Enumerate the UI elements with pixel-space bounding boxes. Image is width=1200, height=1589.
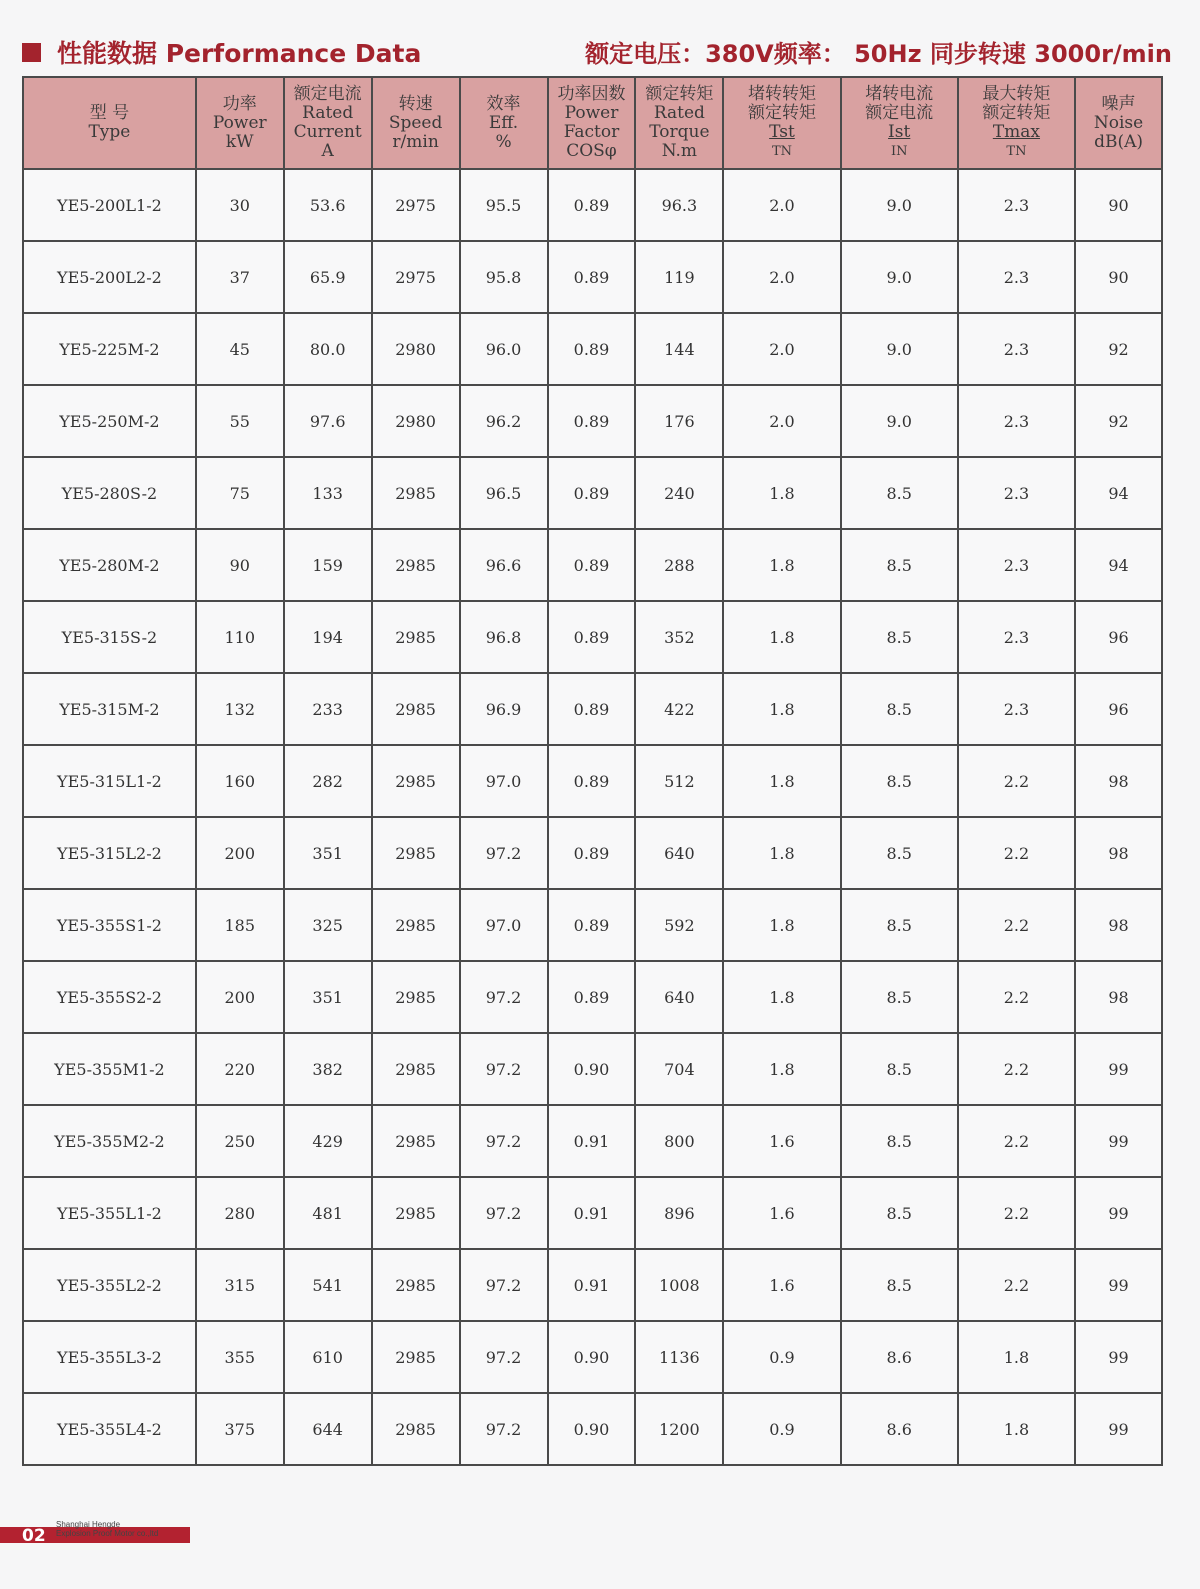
table-cell: 1.6 bbox=[723, 1105, 840, 1177]
table-cell: 2.2 bbox=[958, 817, 1075, 889]
page-number: 02 bbox=[22, 1526, 46, 1546]
table-cell: 0.89 bbox=[548, 889, 636, 961]
table-cell: 2985 bbox=[372, 817, 460, 889]
table-cell: 0.89 bbox=[548, 529, 636, 601]
table-cell: 94 bbox=[1075, 457, 1162, 529]
table-cell: 2.3 bbox=[958, 385, 1075, 457]
table-cell: 2.2 bbox=[958, 1249, 1075, 1321]
column-header bbox=[723, 77, 840, 169]
table-row bbox=[23, 385, 1162, 457]
table-cell: 8.5 bbox=[841, 1033, 958, 1105]
table-cell: 2.2 bbox=[958, 1105, 1075, 1177]
table-cell: 0.90 bbox=[548, 1393, 636, 1465]
column-header bbox=[635, 77, 723, 169]
column-header-line: Power bbox=[212, 112, 267, 133]
table-cell: 99 bbox=[1075, 1249, 1162, 1321]
table-cell: 98 bbox=[1075, 817, 1162, 889]
table-cell: 2.0 bbox=[723, 169, 840, 241]
model-type-cell: YE5-355M1-2 bbox=[23, 1033, 196, 1105]
table-cell: 30 bbox=[196, 169, 284, 241]
table-cell: 97.2 bbox=[460, 1249, 548, 1321]
table-cell: 98 bbox=[1075, 889, 1162, 961]
column-header-line: A bbox=[321, 141, 334, 161]
table-cell: 97.2 bbox=[460, 817, 548, 889]
table-cell: 144 bbox=[635, 313, 723, 385]
table-cell: 2985 bbox=[372, 601, 460, 673]
table-cell: 2.0 bbox=[723, 241, 840, 313]
table-cell: 98 bbox=[1075, 961, 1162, 1033]
table-cell: 133 bbox=[284, 457, 372, 529]
table-cell: 0.90 bbox=[548, 1033, 636, 1105]
table-cell: 90 bbox=[1075, 169, 1162, 241]
table-cell: 2985 bbox=[372, 889, 460, 961]
model-type-cell: YE5-355M2-2 bbox=[23, 1105, 196, 1177]
table-cell: 0.91 bbox=[548, 1105, 636, 1177]
table-cell: 592 bbox=[635, 889, 723, 961]
table-cell: 96.3 bbox=[635, 169, 723, 241]
table-cell: 0.89 bbox=[548, 673, 636, 745]
table-cell: 97.6 bbox=[284, 385, 372, 457]
table-cell: 80.0 bbox=[284, 313, 372, 385]
column-header-line: 转速 bbox=[398, 93, 433, 114]
column-header-line: 额定转矩 bbox=[982, 103, 1051, 123]
table-cell: 280 bbox=[196, 1177, 284, 1249]
table-cell: 800 bbox=[635, 1105, 723, 1177]
table-cell: 352 bbox=[635, 601, 723, 673]
table-cell: 2985 bbox=[372, 1321, 460, 1393]
table-cell: 233 bbox=[284, 673, 372, 745]
table-cell: 97.2 bbox=[460, 961, 548, 1033]
table-cell: 98 bbox=[1075, 745, 1162, 817]
table-cell: 8.5 bbox=[841, 745, 958, 817]
model-type-cell: YE5-225M-2 bbox=[23, 313, 196, 385]
model-type-cell: YE5-315L2-2 bbox=[23, 817, 196, 889]
table-cell: 194 bbox=[284, 601, 372, 673]
table-cell: 8.5 bbox=[841, 817, 958, 889]
column-header-line: 堵转转矩 bbox=[747, 84, 816, 104]
column-header-line: Ist bbox=[888, 122, 911, 142]
table-cell: 1.8 bbox=[723, 457, 840, 529]
table-cell: 119 bbox=[635, 241, 723, 313]
column-header bbox=[841, 77, 958, 169]
table-cell: 8.5 bbox=[841, 1249, 958, 1321]
table-cell: 481 bbox=[284, 1177, 372, 1249]
table-cell: 1.6 bbox=[723, 1249, 840, 1321]
table-cell: 95.5 bbox=[460, 169, 548, 241]
table-cell: 2.3 bbox=[958, 529, 1075, 601]
table-row bbox=[23, 601, 1162, 673]
table-cell: 325 bbox=[284, 889, 372, 961]
model-type-cell: YE5-355L3-2 bbox=[23, 1321, 196, 1393]
table-cell: 200 bbox=[196, 817, 284, 889]
table-cell: 8.5 bbox=[841, 601, 958, 673]
table-row bbox=[23, 1393, 1162, 1465]
table-cell: 2.3 bbox=[958, 313, 1075, 385]
table-cell: 640 bbox=[635, 817, 723, 889]
model-type-cell: YE5-355L1-2 bbox=[23, 1177, 196, 1249]
table-cell: 1.6 bbox=[723, 1177, 840, 1249]
column-header-line: % bbox=[495, 131, 512, 152]
table-cell: 2980 bbox=[372, 313, 460, 385]
table-cell: 99 bbox=[1075, 1393, 1162, 1465]
table-cell: 8.5 bbox=[841, 529, 958, 601]
table-cell: 2985 bbox=[372, 745, 460, 817]
table-cell: 132 bbox=[196, 673, 284, 745]
table-cell: 97.2 bbox=[460, 1105, 548, 1177]
section-title-text: 性能数据 Performance Data bbox=[57, 39, 422, 68]
table-cell: 644 bbox=[284, 1393, 372, 1465]
table-cell: 0.9 bbox=[723, 1321, 840, 1393]
table-cell: 2985 bbox=[372, 673, 460, 745]
table-cell: 2.2 bbox=[958, 745, 1075, 817]
table-cell: 1.8 bbox=[723, 889, 840, 961]
table-cell: 0.9 bbox=[723, 1393, 840, 1465]
table-row bbox=[23, 529, 1162, 601]
model-type-cell: YE5-315M-2 bbox=[23, 673, 196, 745]
table-cell: 541 bbox=[284, 1249, 372, 1321]
table-cell: 97.2 bbox=[460, 1393, 548, 1465]
table-row bbox=[23, 961, 1162, 1033]
column-header-line: Current bbox=[293, 122, 362, 142]
table-cell: 110 bbox=[196, 601, 284, 673]
table-cell: 2975 bbox=[372, 241, 460, 313]
table-cell: 185 bbox=[196, 889, 284, 961]
table-cell: 2.0 bbox=[723, 385, 840, 457]
table-cell: 45 bbox=[196, 313, 284, 385]
column-header-line: dB(A) bbox=[1094, 131, 1143, 152]
table-cell: 9.0 bbox=[841, 241, 958, 313]
table-cell: 37 bbox=[196, 241, 284, 313]
table-cell: 8.5 bbox=[841, 673, 958, 745]
table-cell: 176 bbox=[635, 385, 723, 457]
table-cell: 95.8 bbox=[460, 241, 548, 313]
column-header-line: 效率 bbox=[486, 93, 521, 114]
column-header-line: 型 号 bbox=[89, 103, 130, 123]
table-cell: 2.2 bbox=[958, 1033, 1075, 1105]
table-cell: 1.8 bbox=[723, 1033, 840, 1105]
column-header-line: Torque bbox=[649, 122, 710, 142]
table-row bbox=[23, 1249, 1162, 1321]
column-header-line: 额定转矩 bbox=[747, 103, 816, 123]
table-cell: 96.5 bbox=[460, 457, 548, 529]
table-cell: 1.8 bbox=[723, 529, 840, 601]
table-cell: 0.89 bbox=[548, 457, 636, 529]
column-header bbox=[958, 77, 1075, 169]
column-header-line: Rated bbox=[653, 103, 705, 123]
table-cell: 65.9 bbox=[284, 241, 372, 313]
table-cell: 2985 bbox=[372, 1249, 460, 1321]
table-cell: 1136 bbox=[635, 1321, 723, 1393]
table-row bbox=[23, 457, 1162, 529]
table-row bbox=[23, 1177, 1162, 1249]
column-header-line: kW bbox=[225, 131, 254, 152]
table-cell: 96.2 bbox=[460, 385, 548, 457]
table-cell: 1.8 bbox=[723, 745, 840, 817]
table-cell: 96.0 bbox=[460, 313, 548, 385]
table-cell: 2985 bbox=[372, 1105, 460, 1177]
table-cell: 0.89 bbox=[548, 169, 636, 241]
table-cell: 0.89 bbox=[548, 241, 636, 313]
column-header-line: IN bbox=[890, 144, 908, 159]
column-header-line: TN bbox=[1006, 144, 1027, 159]
table-cell: 8.5 bbox=[841, 961, 958, 1033]
table-cell: 99 bbox=[1075, 1033, 1162, 1105]
table-cell: 1.8 bbox=[723, 817, 840, 889]
table-cell: 8.5 bbox=[841, 889, 958, 961]
table-cell: 2985 bbox=[372, 1033, 460, 1105]
table-cell: 9.0 bbox=[841, 313, 958, 385]
table-cell: 429 bbox=[284, 1105, 372, 1177]
table-row bbox=[23, 313, 1162, 385]
table-cell: 2985 bbox=[372, 1393, 460, 1465]
table-cell: 8.6 bbox=[841, 1321, 958, 1393]
model-type-cell: YE5-355S2-2 bbox=[23, 961, 196, 1033]
table-cell: 0.89 bbox=[548, 601, 636, 673]
table-cell: 0.91 bbox=[548, 1249, 636, 1321]
table-cell: 2980 bbox=[372, 385, 460, 457]
column-header-line: r/min bbox=[392, 131, 439, 152]
rated-spec-line: 额定电压：380V频率： 50Hz 同步转速 3000r/min bbox=[585, 40, 1172, 68]
column-header-line: 功率 bbox=[222, 93, 257, 114]
table-header-row bbox=[23, 77, 1162, 169]
square-bullet-icon bbox=[22, 43, 41, 62]
table-cell: 90 bbox=[1075, 241, 1162, 313]
table-cell: 1.8 bbox=[958, 1393, 1075, 1465]
column-header-line: Tmax bbox=[992, 122, 1041, 142]
column-header-line: 功率因数 bbox=[557, 84, 626, 104]
table-cell: 1.8 bbox=[958, 1321, 1075, 1393]
table-cell: 92 bbox=[1075, 385, 1162, 457]
table-cell: 0.89 bbox=[548, 817, 636, 889]
table-cell: 97.0 bbox=[460, 889, 548, 961]
model-type-cell: YE5-280M-2 bbox=[23, 529, 196, 601]
column-header-line: N.m bbox=[661, 141, 698, 161]
table-cell: 1.8 bbox=[723, 673, 840, 745]
table-cell: 96 bbox=[1075, 673, 1162, 745]
column-header bbox=[284, 77, 372, 169]
table-cell: 351 bbox=[284, 817, 372, 889]
model-type-cell: YE5-315L1-2 bbox=[23, 745, 196, 817]
model-type-cell: YE5-250M-2 bbox=[23, 385, 196, 457]
table-cell: 610 bbox=[284, 1321, 372, 1393]
table-cell: 250 bbox=[196, 1105, 284, 1177]
table-body bbox=[23, 169, 1162, 1465]
table-cell: 1.8 bbox=[723, 601, 840, 673]
table-cell: 159 bbox=[284, 529, 372, 601]
column-header bbox=[196, 77, 284, 169]
table-cell: 2985 bbox=[372, 961, 460, 1033]
table-cell: 94 bbox=[1075, 529, 1162, 601]
table-cell: 2985 bbox=[372, 529, 460, 601]
column-header-line: Power bbox=[564, 103, 619, 123]
table-row bbox=[23, 817, 1162, 889]
table-cell: 382 bbox=[284, 1033, 372, 1105]
model-type-cell: YE5-355L4-2 bbox=[23, 1393, 196, 1465]
table-cell: 512 bbox=[635, 745, 723, 817]
table-cell: 96.6 bbox=[460, 529, 548, 601]
table-cell: 55 bbox=[196, 385, 284, 457]
table-cell: 9.0 bbox=[841, 385, 958, 457]
table-cell: 99 bbox=[1075, 1105, 1162, 1177]
column-header-line: Type bbox=[88, 122, 131, 142]
table-cell: 2975 bbox=[372, 169, 460, 241]
table-cell: 355 bbox=[196, 1321, 284, 1393]
table-cell: 96.8 bbox=[460, 601, 548, 673]
column-header bbox=[23, 77, 196, 169]
performance-table bbox=[22, 76, 1163, 1466]
table-cell: 8.5 bbox=[841, 1105, 958, 1177]
page-header bbox=[22, 34, 1172, 74]
table-cell: 2.3 bbox=[958, 241, 1075, 313]
table-cell: 351 bbox=[284, 961, 372, 1033]
column-header bbox=[460, 77, 548, 169]
model-type-cell: YE5-200L1-2 bbox=[23, 169, 196, 241]
table-cell: 8.5 bbox=[841, 457, 958, 529]
table-cell: 2985 bbox=[372, 457, 460, 529]
company-line-1: Shanghai Hengde bbox=[56, 1520, 121, 1529]
column-header bbox=[1075, 77, 1162, 169]
table-cell: 1200 bbox=[635, 1393, 723, 1465]
table-cell: 2.2 bbox=[958, 961, 1075, 1033]
table-cell: 2.3 bbox=[958, 601, 1075, 673]
model-type-cell: YE5-315S-2 bbox=[23, 601, 196, 673]
table-cell: 704 bbox=[635, 1033, 723, 1105]
table-cell: 90 bbox=[196, 529, 284, 601]
table-cell: 240 bbox=[635, 457, 723, 529]
column-header-line: COSφ bbox=[566, 141, 617, 161]
table-cell: 8.5 bbox=[841, 1177, 958, 1249]
table-cell: 92 bbox=[1075, 313, 1162, 385]
model-type-cell: YE5-280S-2 bbox=[23, 457, 196, 529]
table-cell: 99 bbox=[1075, 1321, 1162, 1393]
table-cell: 8.6 bbox=[841, 1393, 958, 1465]
column-header-line: Eff. bbox=[488, 112, 519, 133]
column-header-line: TN bbox=[771, 144, 792, 159]
company-line-2: Explosion Proof Motor co.,ltd bbox=[56, 1529, 159, 1538]
table-cell: 0.89 bbox=[548, 313, 636, 385]
table-cell: 288 bbox=[635, 529, 723, 601]
table-cell: 0.89 bbox=[548, 745, 636, 817]
table-cell: 2.3 bbox=[958, 673, 1075, 745]
table-row bbox=[23, 745, 1162, 817]
table-cell: 0.90 bbox=[548, 1321, 636, 1393]
table-cell: 9.0 bbox=[841, 169, 958, 241]
column-header-line: 额定电流 bbox=[865, 103, 934, 123]
column-header-line: 额定转矩 bbox=[645, 84, 714, 104]
table-cell: 1008 bbox=[635, 1249, 723, 1321]
table-row bbox=[23, 241, 1162, 313]
table-cell: 97.2 bbox=[460, 1177, 548, 1249]
table-cell: 2.2 bbox=[958, 889, 1075, 961]
table-cell: 1.8 bbox=[723, 961, 840, 1033]
column-header-line: 额定电流 bbox=[293, 84, 362, 104]
table-cell: 220 bbox=[196, 1033, 284, 1105]
table-row bbox=[23, 1321, 1162, 1393]
table-cell: 2.2 bbox=[958, 1177, 1075, 1249]
table-cell: 896 bbox=[635, 1177, 723, 1249]
table-cell: 2.3 bbox=[958, 457, 1075, 529]
table-cell: 2.0 bbox=[723, 313, 840, 385]
column-header-line: Noise bbox=[1093, 112, 1144, 133]
column-header-line: Factor bbox=[563, 122, 620, 142]
table-cell: 375 bbox=[196, 1393, 284, 1465]
column-header bbox=[548, 77, 636, 169]
table-cell: 160 bbox=[196, 745, 284, 817]
model-type-cell: YE5-355S1-2 bbox=[23, 889, 196, 961]
column-header-line: Speed bbox=[388, 112, 443, 133]
section-title bbox=[22, 34, 421, 70]
table-row bbox=[23, 1033, 1162, 1105]
table-cell: 315 bbox=[196, 1249, 284, 1321]
table-row bbox=[23, 889, 1162, 961]
table-cell: 97.2 bbox=[460, 1033, 548, 1105]
company-name bbox=[56, 1520, 158, 1538]
table-cell: 99 bbox=[1075, 1177, 1162, 1249]
column-header-line: Tst bbox=[769, 122, 795, 142]
table-cell: 0.89 bbox=[548, 961, 636, 1033]
model-type-cell: YE5-355L2-2 bbox=[23, 1249, 196, 1321]
table-cell: 97.2 bbox=[460, 1321, 548, 1393]
table-cell: 97.0 bbox=[460, 745, 548, 817]
table-cell: 2985 bbox=[372, 1177, 460, 1249]
column-header-line: 最大转矩 bbox=[982, 84, 1051, 104]
column-header bbox=[372, 77, 460, 169]
table-cell: 96 bbox=[1075, 601, 1162, 673]
column-header-line: Rated bbox=[302, 103, 354, 123]
model-type-cell: YE5-200L2-2 bbox=[23, 241, 196, 313]
column-header-line: 噪声 bbox=[1101, 93, 1136, 114]
table-cell: 75 bbox=[196, 457, 284, 529]
table-cell: 0.91 bbox=[548, 1177, 636, 1249]
table-cell: 96.9 bbox=[460, 673, 548, 745]
table-cell: 640 bbox=[635, 961, 723, 1033]
table-cell: 0.89 bbox=[548, 385, 636, 457]
table-cell: 282 bbox=[284, 745, 372, 817]
column-header-line: 堵转电流 bbox=[865, 84, 934, 104]
table-cell: 422 bbox=[635, 673, 723, 745]
table-row bbox=[23, 673, 1162, 745]
table-row bbox=[23, 1105, 1162, 1177]
table-cell: 2.3 bbox=[958, 169, 1075, 241]
table-cell: 53.6 bbox=[284, 169, 372, 241]
table-row bbox=[23, 169, 1162, 241]
page-footer bbox=[0, 1520, 190, 1550]
table-cell: 200 bbox=[196, 961, 284, 1033]
